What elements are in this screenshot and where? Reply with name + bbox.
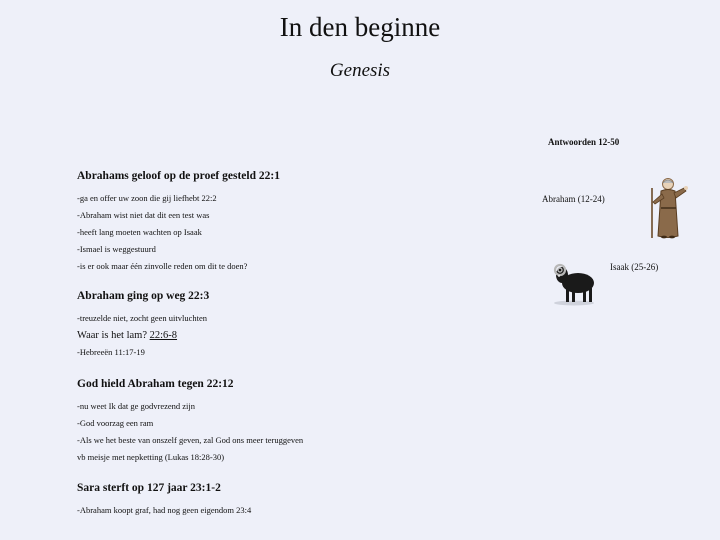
- section-sara-dies: [77, 482, 251, 519]
- list-item: -ga en offer uw zoon die gij liefhebt 22:2: [77, 193, 217, 203]
- list-item: -is er ook maar één zinvolle reden om dit te doen?: [77, 261, 248, 271]
- scripture-link[interactable]: 22:6-8: [149, 330, 178, 341]
- abraham-label: Abraham (12-24): [542, 194, 605, 204]
- list-item: -Hebreeën 11:17-19: [77, 347, 145, 357]
- isaak-label: Isaak (25-26): [610, 262, 659, 272]
- section-on-the-way: [77, 290, 209, 361]
- section-title: God hield Abraham tegen 22:12: [77, 378, 234, 390]
- list-item: -nu weet Ik dat ge godvrezend zijn: [77, 401, 196, 411]
- answers-heading: Antwoorden 12-50: [548, 137, 620, 147]
- list-item: -heeft lang moeten wachten op Isaak: [77, 227, 202, 237]
- list-item-question: [77, 327, 209, 344]
- list-item: -God voorzag een ram: [77, 418, 154, 428]
- section-god-stopped: [77, 378, 303, 466]
- list-item: -Als we het beste van onszelf geven, zal God ons meer teruggeven: [77, 435, 304, 445]
- page-title: In den beginne: [279, 12, 441, 42]
- section-faith-tested: [77, 170, 280, 275]
- ram-icon: [552, 262, 598, 306]
- monk-figure-icon: [644, 176, 690, 240]
- list-item: -treuzelde niet, zocht geen uitvluchten: [77, 313, 208, 323]
- list-item: -Ismael is weggestuurd: [77, 244, 156, 254]
- list-item: -Abraham wist niet dat dit een test was: [77, 210, 210, 220]
- section-title: Abraham ging op weg 22:3: [77, 290, 210, 302]
- list-item: vb meisje met nepketting (Lukas 18:28-30): [77, 452, 225, 462]
- page-subtitle: Genesis: [329, 60, 391, 81]
- section-title: Sara sterft op 127 jaar 23:1-2: [77, 482, 221, 494]
- list-item: -Abraham koopt graf, had nog geen eigendom 23:4: [77, 505, 252, 515]
- section-title: Abrahams geloof op de proef gesteld 22:1: [77, 170, 280, 182]
- question-text: Waar is het lam?: [77, 330, 150, 341]
